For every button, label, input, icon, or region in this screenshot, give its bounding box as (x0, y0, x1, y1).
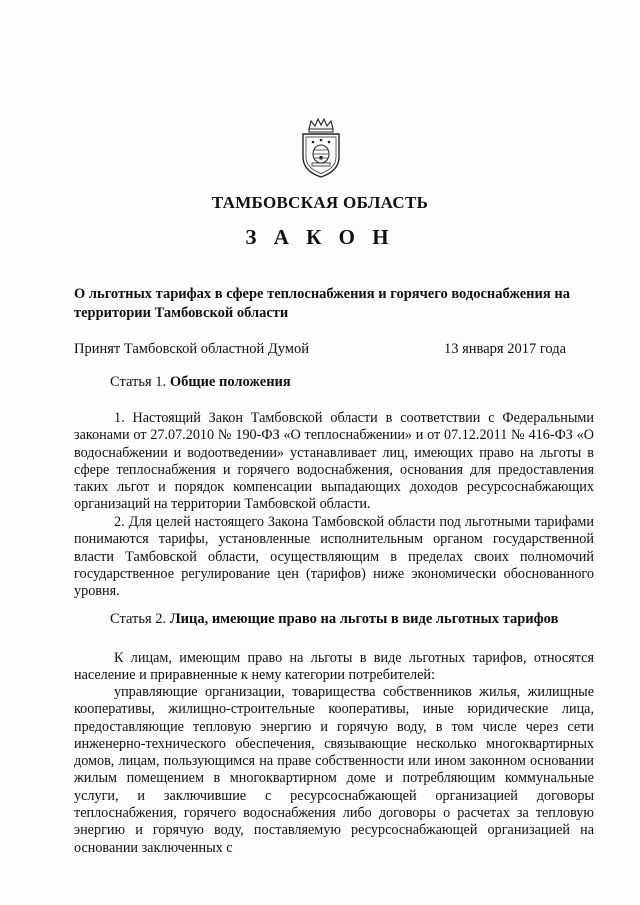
article-2-heading (110, 611, 558, 628)
article-2-paragraph-1 (74, 650, 594, 685)
article-2-paragraph-1-text: К лицам, имеющим право на льготы в виде льготных тарифов, относятся население и приравненные к нему категории потребителей: (74, 650, 594, 684)
article-1-paragraph-1-text: 1. Настоящий Закон Тамбовской области в соответствии с Федеральными законами от 27.07.2010 № 190-ФЗ «О теплоснабжении» и от 07.12.2011 № 416-ФЗ «О водоснабжении и водоотведении» устанавливает лиц, имеющих право на льготы в сфере теплоснабжения и горячего водоснабжения, основания для предоставления таких льгот и порядок компенсации выпадающих доходов ресурсоснабжающих организаций на территории Тамбовской области. (74, 410, 594, 513)
article-2-paragraph-2-text: управляющие организации, товарищества собственников жилья, жилищные кооперативы, жилищно-строительные кооперативы, иные юридические лица, предоставляющие тепловую энергию и горячую воду, в том числе через сети инженерно-технического обеспечения, связывающие несколько многоквартирных домов, лицам, пользующимся на праве собственности или ином законном основании жилым помещением в многоквартирном доме и потребляющим коммунальные услуги, и заключившие с ресурсоснабжающей организацией договоры теплоснабжения, горячего водоснабжения либо договоры о расчетах за тепловую энергию и горячую воду, поставляемую ресурсоснабжающей организацией на основании заключенных с (74, 684, 594, 856)
article-1-paragraph-2 (74, 514, 594, 600)
tambov-coat-of-arms-icon (295, 117, 347, 179)
document-type: З А К О Н (245, 225, 395, 249)
region-name: ТАМБОВСКАЯ ОБЛАСТЬ (211, 193, 429, 212)
article-2-paragraph-2 (74, 684, 594, 857)
article-1-heading (110, 374, 291, 391)
adopted-by: Принят Тамбовской областной Думой (74, 341, 309, 357)
article-1-paragraph-1 (74, 410, 594, 514)
adoption-date: 13 января 2017 года (444, 341, 567, 357)
article-1-prefix: Статья 1. (110, 374, 170, 390)
article-1-paragraph-2-text: 2. Для целей настоящего Закона Тамбовской области под льготными тарифами понимаются тарифы, установленные исполнительным органом государственной власти Тамбовской области, осуществляющим в пределах своих полномочий государственное регулирование цен (тарифов) ниже экономически обоснованного уровня. (74, 514, 594, 600)
article-2-title: Лица, имеющие право на льготы в виде льготных тарифов (169, 611, 559, 627)
article-1-title: Общие положения (169, 374, 291, 390)
law-title: О льготных тарифах в сфере теплоснабжения и горячего водоснабжения на территории Тамбовской области (74, 286, 570, 321)
article-2-prefix: Статья 2. (110, 611, 170, 627)
